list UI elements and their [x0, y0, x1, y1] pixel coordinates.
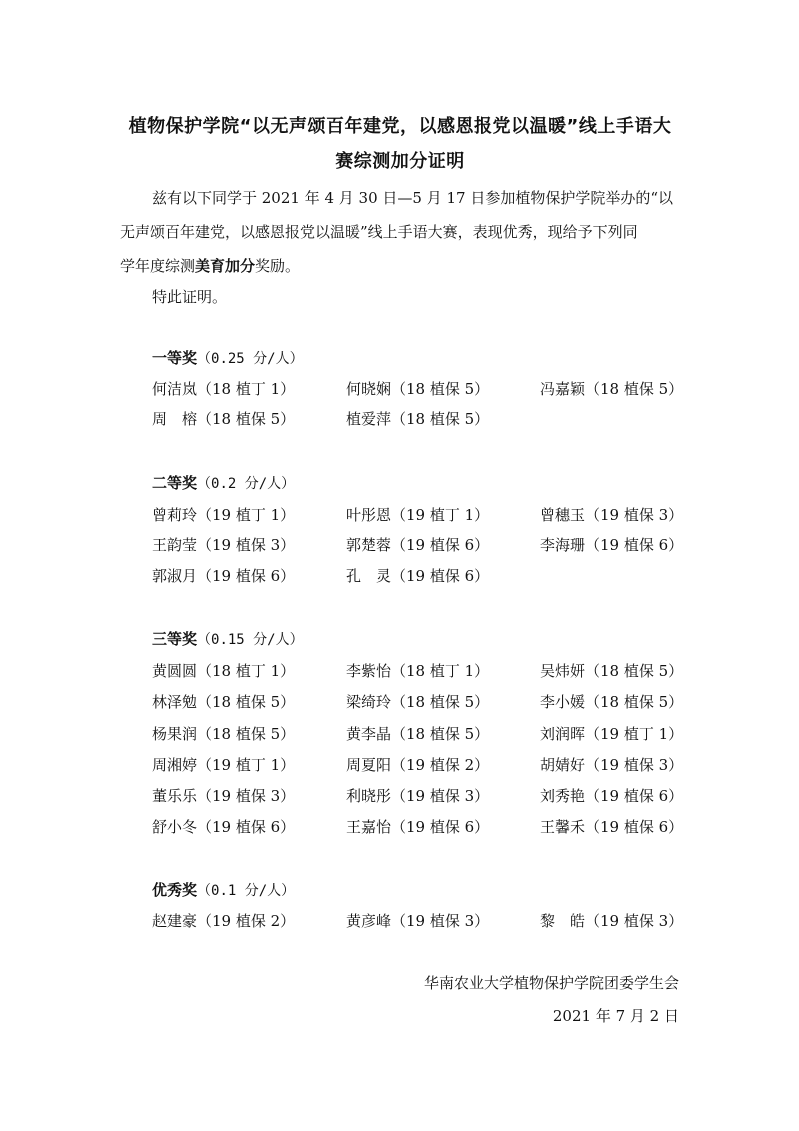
- winner-name: 何晓娴（18 植保 5）: [346, 380, 490, 398]
- winner-name: 梁绮玲（18 植保 5）: [346, 693, 490, 711]
- winner-name: 冯嘉颖（18 植保 5）: [540, 380, 684, 398]
- winner-name: 胡婧好（19 植保 3）: [540, 756, 684, 774]
- winner-name: 叶彤恩（19 植丁 1）: [346, 506, 490, 524]
- excellence-award-label: 优秀奖: [152, 881, 198, 899]
- third-prize-label: 三等奖: [152, 630, 198, 648]
- winner-name: 利晓彤（19 植保 3）: [346, 787, 490, 805]
- winner-name: 黄彦峰（19 植保 3）: [346, 912, 490, 930]
- document-title-line-1: 植物保护学院“以无声颂百年建党，以感恩报党以温暖”线上手语大: [128, 116, 672, 137]
- winner-name: 王韵莹（19 植保 3）: [152, 536, 296, 554]
- winner-name: 董乐乐（19 植保 3）: [152, 787, 296, 805]
- winner-name: 植爱萍（18 植保 5）: [346, 410, 490, 428]
- winner-name: 黄圆圆（18 植丁 1）: [152, 662, 296, 680]
- winner-name: 王嘉怡（19 植保 6）: [346, 818, 490, 836]
- winner-name: 黎 皓（19 植保 3）: [540, 912, 684, 930]
- winner-name: 李紫怡（18 植丁 1）: [346, 662, 490, 680]
- document-title-line-2: 赛综测加分证明: [335, 151, 465, 172]
- winner-name: 刘秀艳（19 植保 6）: [540, 787, 684, 805]
- winner-name: 林泽勉（18 植保 5）: [152, 693, 296, 711]
- winner-name: 吴炜妍（18 植保 5）: [540, 662, 684, 680]
- winner-name: 周夏阳（19 植保 2）: [346, 756, 490, 774]
- third-prize-heading: [152, 628, 304, 649]
- winner-name: 杨果润（18 植保 5）: [152, 725, 296, 743]
- body-line-2: 无声颂百年建党，以感恩报党以温暖”线上手语大赛，表现优秀，现给予下列同: [120, 223, 638, 241]
- winner-name: 郭楚蓉（19 植保 6）: [346, 536, 490, 554]
- winner-name: 曾穗玉（19 植保 3）: [540, 506, 684, 524]
- winner-name: 李小媛（18 植保 5）: [540, 693, 684, 711]
- issuing-organization: 华南农业大学植物保护学院团委学生会: [423, 974, 679, 992]
- winner-name: 周 榕（18 植保 5）: [152, 410, 296, 428]
- first-prize-label: 一等奖: [152, 349, 198, 367]
- excellence-award-points: （0.1 分/人）: [197, 883, 296, 899]
- winner-name: 黄李晶（18 植保 5）: [346, 725, 490, 743]
- aesthetic-bonus-label: 美育加分: [195, 257, 256, 275]
- winner-name: 舒小冬（19 植保 6）: [152, 818, 296, 836]
- body-line-1: 兹有以下同学于 2021 年 4 月 30 日—5 月 17 日参加植物保护学院举办的“以: [152, 189, 674, 207]
- winner-name: 王馨禾（19 植保 6）: [540, 818, 684, 836]
- winner-name: 赵建豪（19 植保 2）: [152, 912, 296, 930]
- body-line-3-post: 奖励。: [255, 257, 301, 275]
- first-prize-heading: [152, 347, 304, 368]
- excellence-award-heading: [152, 879, 295, 900]
- second-prize-points: （0.2 分/人）: [197, 476, 296, 492]
- winner-name: 刘润晖（19 植丁 1）: [540, 725, 684, 743]
- issue-date: 2021 年 7 月 2 日: [552, 1007, 679, 1025]
- certify-text: 特此证明。: [152, 288, 228, 306]
- winner-name: 周湘婷（19 植丁 1）: [152, 756, 296, 774]
- second-prize-label: 二等奖: [152, 474, 198, 492]
- second-prize-heading: [152, 472, 295, 493]
- winner-name: 孔 灵（19 植保 6）: [346, 567, 490, 585]
- winner-name: 曾莉玲（19 植丁 1）: [152, 506, 296, 524]
- body-line-3-pre: 学年度综测: [120, 257, 196, 275]
- winner-name: 郭淑月（19 植保 6）: [152, 567, 296, 585]
- winner-name: 何洁岚（18 植丁 1）: [152, 380, 296, 398]
- winner-name: 李海珊（19 植保 6）: [540, 536, 684, 554]
- body-line-3: [120, 255, 300, 276]
- first-prize-points: （0.25 分/人）: [197, 351, 304, 367]
- third-prize-points: （0.15 分/人）: [197, 632, 304, 648]
